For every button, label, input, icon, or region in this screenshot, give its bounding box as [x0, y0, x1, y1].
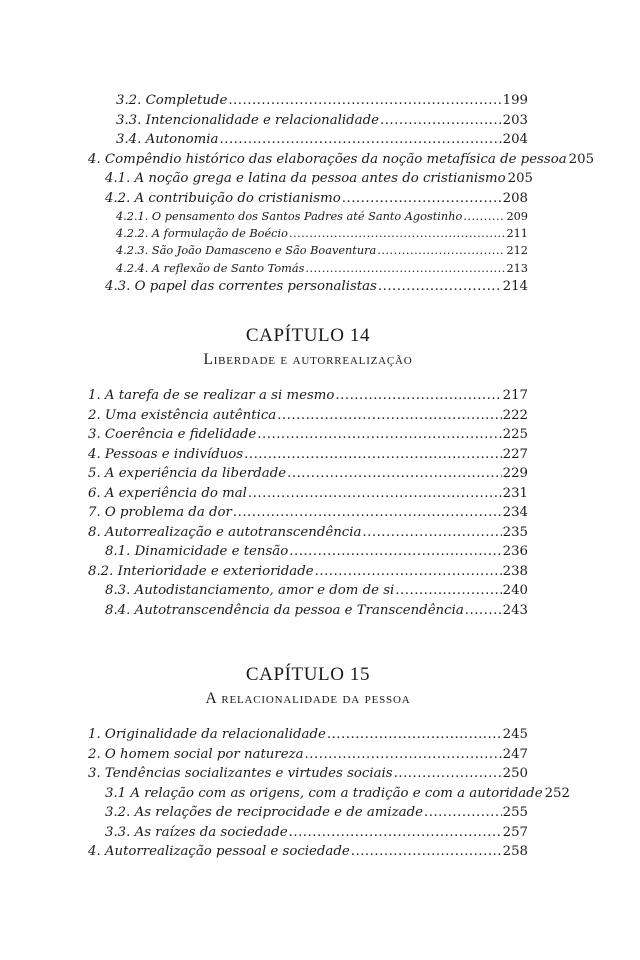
toc-entry-page: 222: [502, 407, 528, 423]
toc-entry-title: 4. Compêndio histórico das elaborações da noção metafísica de pessoa: [88, 151, 567, 167]
toc-entry-page: 257: [502, 824, 528, 840]
toc-entry: [88, 581, 528, 601]
toc-entry: [88, 130, 528, 150]
toc-entry: [88, 764, 528, 784]
toc-entry-title: 4.2.1. O pensamento dos Santos Padres até Santo Agostinho: [116, 210, 463, 223]
toc-entry: [88, 445, 528, 465]
chapter-title: A relacionalidade da pessoa: [205, 690, 411, 707]
toc-entry-title: 3.2. As relações de reciprocidade e de amizade: [105, 805, 423, 820]
toc-entry-title: 3.4. Autonomia: [116, 132, 219, 147]
toc-entry: [88, 562, 528, 582]
dot-leader: [463, 208, 505, 225]
toc-entry-title: 4.2.4. A reflexão de Santo Tomás: [116, 261, 305, 275]
dot-leader: [228, 91, 501, 111]
toc-list-chapter-14: [88, 386, 528, 620]
toc-entry-title: 1. Originalidade da relacionalidade: [88, 727, 326, 742]
dot-leader: [305, 745, 502, 765]
dot-leader: [287, 464, 501, 484]
toc-entry: [88, 208, 528, 225]
dot-leader: [315, 562, 502, 582]
dot-leader: [335, 386, 501, 406]
toc-entry: [88, 542, 528, 562]
dot-leader: [342, 189, 502, 209]
toc-entry-page: 203: [502, 112, 528, 128]
toc-entry-title: 8.1. Dinamicidade e tensão: [105, 544, 289, 559]
toc-entry-page: 255: [502, 805, 528, 820]
toc-entry-page: 199: [502, 93, 528, 108]
toc-entry-title: 3. Coerência e fidelidade: [88, 427, 257, 442]
toc-entry-title: 7. O problema da dor: [88, 505, 232, 520]
toc-entry-title: 3.2. Completude: [116, 93, 228, 108]
dot-leader: [465, 601, 502, 621]
toc-list-continued: [88, 91, 595, 296]
chapter-number: CAPÍTULO 14: [245, 325, 371, 346]
toc-entry: [88, 91, 528, 111]
toc-entry-title: 3.1 A relação com as origens, com a tradição e com a autoridade: [105, 785, 543, 801]
toc-entry: [88, 745, 528, 765]
dot-leader: [289, 823, 502, 843]
chapter-title: Liberdade e autorrealização: [203, 351, 413, 368]
toc-entry: [88, 111, 528, 131]
toc-entry: [88, 277, 528, 297]
chapter-14-header: [88, 325, 528, 371]
toc-entry-page: 204: [502, 132, 528, 147]
toc-entry-page: 252: [544, 785, 570, 801]
toc-entry-title: 4. Autorrealização pessoal e sociedade: [88, 844, 350, 859]
toc-entry: [88, 406, 528, 426]
toc-entry-page: 217: [502, 388, 528, 403]
toc-entry-page: 247: [502, 746, 528, 762]
toc-entry: [88, 523, 528, 543]
toc-entry: [88, 842, 528, 862]
toc-entry-page: 234: [502, 505, 528, 520]
toc-entry-page: 243: [502, 602, 528, 618]
toc-entry-page: 229: [502, 466, 528, 481]
toc-entry: [88, 425, 528, 445]
toc-entry-page: 240: [502, 583, 528, 598]
toc-entry: [88, 725, 528, 745]
toc-entry-title: 3.3. Intencionalidade e relacionalidade: [116, 112, 379, 128]
toc-entry-title: 5. A experiência da liberdade: [88, 466, 287, 481]
toc-entry-title: 8.4. Autotranscendência da pessoa e Transcendência: [105, 602, 464, 618]
dot-leader: [244, 445, 502, 465]
toc-entry: [88, 464, 528, 484]
toc-entry-page: 227: [502, 446, 528, 462]
toc-entry-title: 3. Tendências socializantes e virtudes sociais: [88, 766, 393, 781]
toc-entry: [88, 189, 528, 209]
toc-entry-page: 235: [502, 524, 528, 540]
dot-leader: [380, 111, 502, 131]
toc-entry-page: 231: [502, 485, 528, 501]
dot-leader: [257, 425, 501, 445]
toc-entry: [88, 242, 528, 259]
dot-leader: [394, 764, 502, 784]
dot-leader: [395, 581, 501, 601]
toc-entry: [88, 784, 570, 804]
toc-entry-page: 245: [502, 727, 528, 742]
toc-entry-title: 6. A experiência do mal: [88, 485, 247, 501]
toc-entry-page: 211: [506, 227, 528, 241]
toc-entry: [88, 484, 528, 504]
toc-entry-page: 208: [502, 190, 528, 206]
toc-entry-title: 2. Uma existência autêntica: [88, 407, 277, 423]
dot-leader: [378, 277, 502, 297]
dot-leader: [233, 503, 502, 523]
dot-leader: [277, 406, 501, 426]
toc-entry-page: 212: [506, 244, 528, 258]
dot-leader: [351, 842, 502, 862]
chapter-15-header: [88, 664, 528, 710]
chapter-number: CAPÍTULO 15: [245, 664, 371, 685]
toc-entry-page: 214: [502, 278, 528, 294]
toc-entry-page: 238: [502, 563, 528, 579]
toc-entry-title: 4.2.3. São João Damasceno e São Boaventura: [116, 244, 377, 258]
toc-entry: [88, 601, 528, 621]
toc-list-chapter-15: [88, 725, 570, 862]
toc-entry-title: 8.3. Autodistanciamento, amor e dom de si: [105, 583, 395, 598]
toc-entry-page: 225: [502, 427, 528, 442]
toc-entry-page: 258: [502, 844, 528, 859]
dot-leader: [289, 225, 506, 242]
toc-entry-page: 213: [506, 261, 528, 275]
toc-entry: [88, 169, 533, 189]
dot-leader: [424, 803, 502, 823]
toc-entry-title: 4.3. O papel das correntes personalistas: [105, 278, 377, 294]
toc-entry-page: 250: [502, 766, 528, 781]
toc-entry-page: 205: [568, 151, 595, 167]
toc-entry-title: 4.2.2. A formulação de Boécio: [116, 227, 288, 241]
toc-entry: [88, 150, 595, 170]
dot-leader: [305, 260, 505, 277]
toc-entry: [88, 386, 528, 406]
toc-entry-page: 205: [507, 171, 533, 186]
toc-entry: [88, 503, 528, 523]
toc-entry: [88, 225, 528, 242]
toc-entry-title: 4.1. A noção grega e latina da pessoa antes do cristianismo: [105, 171, 506, 186]
toc-entry: [88, 803, 528, 823]
dot-leader: [362, 523, 501, 543]
toc-entry-title: 4.2. A contribuição do cristianismo: [105, 190, 341, 206]
toc-entry-page: 236: [502, 544, 528, 559]
toc-entry-title: 8.2. Interioridade e exterioridade: [88, 563, 314, 579]
toc-entry-title: 3.3. As raízes da sociedade: [105, 824, 288, 840]
toc-entry: [88, 260, 528, 277]
toc-entry-title: 8. Autorrealização e autotranscendência: [88, 524, 362, 540]
dot-leader: [248, 484, 502, 504]
dot-leader: [377, 242, 505, 259]
dot-leader: [219, 130, 501, 150]
toc-entry-title: 1. A tarefa de se realizar a si mesmo: [88, 388, 335, 403]
toc-entry: [88, 823, 528, 843]
toc-entry-page: 209: [506, 210, 528, 223]
dot-leader: [289, 542, 501, 562]
toc-entry-title: 2. O homem social por natureza: [88, 746, 304, 762]
toc-entry-title: 4. Pessoas e indivíduos: [88, 446, 244, 462]
dot-leader: [327, 725, 502, 745]
